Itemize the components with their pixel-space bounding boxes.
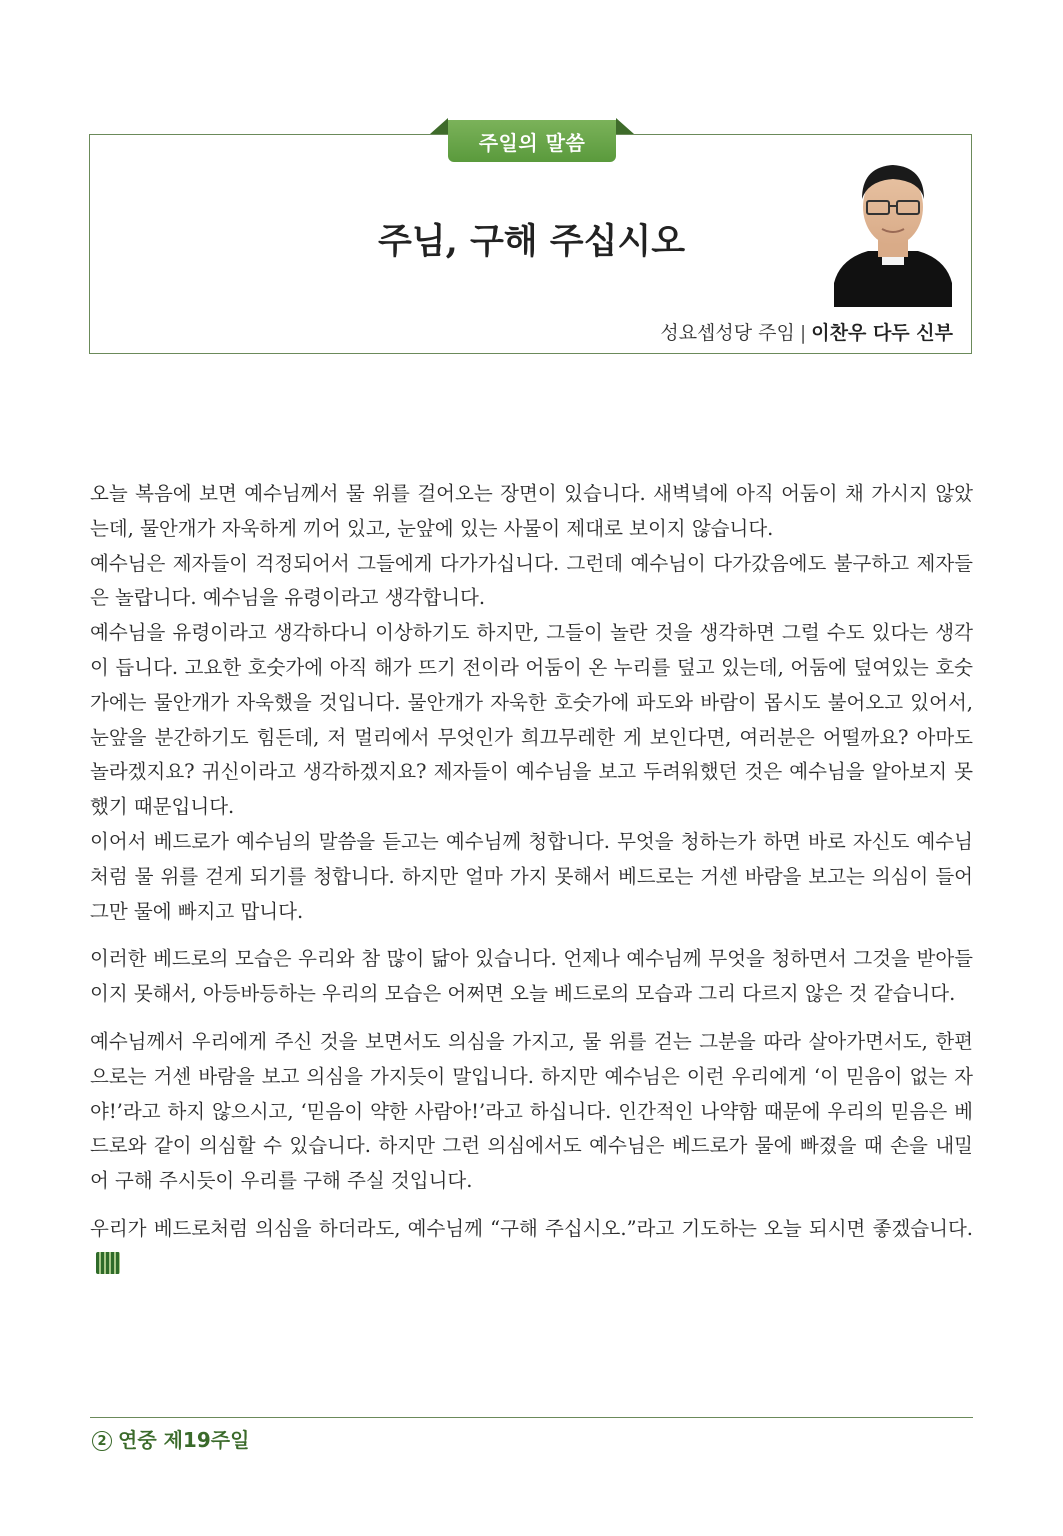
footer-label: 연중 제19주일 <box>118 1428 250 1452</box>
footer-divider <box>90 1417 973 1418</box>
article-body <box>90 477 973 1282</box>
paragraph: 예수님을 유령이라고 생각하다니 이상하기도 하지만, 그들이 놀란 것을 생각하면 그럴 수도 있다는 생각이 듭니다. 고요한 호숫가에 아직 해가 뜨기 전이라 어둠이 온 누리를 덮고 있는데, 어둠에 덮여있는 호숫가에는 물안개가 자욱했을 것입니다. 물안개가 자욱한 호숫가에 파도와 바람이 몹시도 불어오고 있어서, 눈앞을 분간하기도 힘든데, 저 멀리에서 무엇인가 희끄무레한 게 보인다면, 여러분은 어떨까요? 아마도 놀라겠지요? 귀신이라고 생각하겠지요? 제자들이 예수님을 보고 두려워했던 것은 예수님을 알아보지 못했기 때문입니다. <box>90 621 973 819</box>
paragraph: 오늘 복음에 보면 예수님께서 물 위를 걸어오는 장면이 있습니다. 새벽녘에 아직 어둠이 채 가시지 않았는데, 물안개가 자욱하게 끼어 있고, 눈앞에 있는 사물이 제대로 보이지 않습니다. <box>90 482 973 540</box>
paragraph: 예수님은 제자들이 걱정되어서 그들에게 다가가십니다. 그런데 예수님이 다가갔음에도 불구하고 제자들은 놀랍니다. 예수님을 유령이라고 생각합니다. <box>90 551 973 610</box>
author-name: 이찬우 다두 신부 <box>811 322 953 344</box>
paragraph: 이러한 베드로의 모습은 우리와 참 많이 닮아 있습니다. 언제나 예수님께 무엇을 청하면서 그것을 받아들이지 못해서, 아등바등하는 우리의 모습은 어쩌면 오늘 베드로의 모습과 그리 다르지 않은 것 같습니다. <box>90 947 973 1006</box>
paragraph: 예수님께서 우리에게 주신 것을 보면서도 의심을 가지고, 물 위를 걷는 그분을 따라 살아가면서도, 한편으로는 거센 바람을 보고 의심을 가지듯이 말입니다. 하지만 예수님은 이런 우리에게 ‘이 믿음이 없는 자야!’라고 하지 않으시고, ‘믿음이 약한 사람아!’라고 하십니다. 인간적인 나약함 때문에 우리의 믿음은 베드로와 같이 의심할 수 있습니다. 하지만 그런 의심에서도 예수님은 베드로가 물에 빠졌을 때 손을 내밀어 구해 주시듯이 우리를 구해 주실 것입니다. <box>90 1029 973 1193</box>
tab-ear-left <box>430 118 448 134</box>
page-number: 2 <box>92 1431 112 1451</box>
paragraph-text: 우리가 베드로처럼 의심을 하더라도, 예수님께 “구해 주십시오.”라고 기도하는 오늘 되시면 좋겠습니다. <box>90 1216 973 1240</box>
author-role: 성요셉성당 주임 <box>660 322 795 344</box>
paragraph-last <box>90 1212 973 1282</box>
section-tab <box>430 118 634 164</box>
tab-ear-right <box>616 118 634 134</box>
author-byline <box>660 318 953 345</box>
paragraph: 이어서 베드로가 예수님의 말씀을 듣고는 예수님께 청합니다. 무엇을 청하는가 하면 바로 자신도 예수님처럼 물 위를 걷게 되기를 청합니다. 하지만 얼마 가지 못해서 베드로는 거센 바람을 보고는 의심이 들어 그만 물에 빠지고 맙니다. <box>90 829 973 923</box>
author-portrait <box>834 155 952 307</box>
byline-separator: | <box>799 322 807 344</box>
footer <box>92 1424 249 1453</box>
end-of-article-icon <box>96 1252 120 1274</box>
page-title: 주님, 구해 주십시오 <box>377 221 686 262</box>
section-tab-label: 주일의 말씀 <box>448 120 616 162</box>
